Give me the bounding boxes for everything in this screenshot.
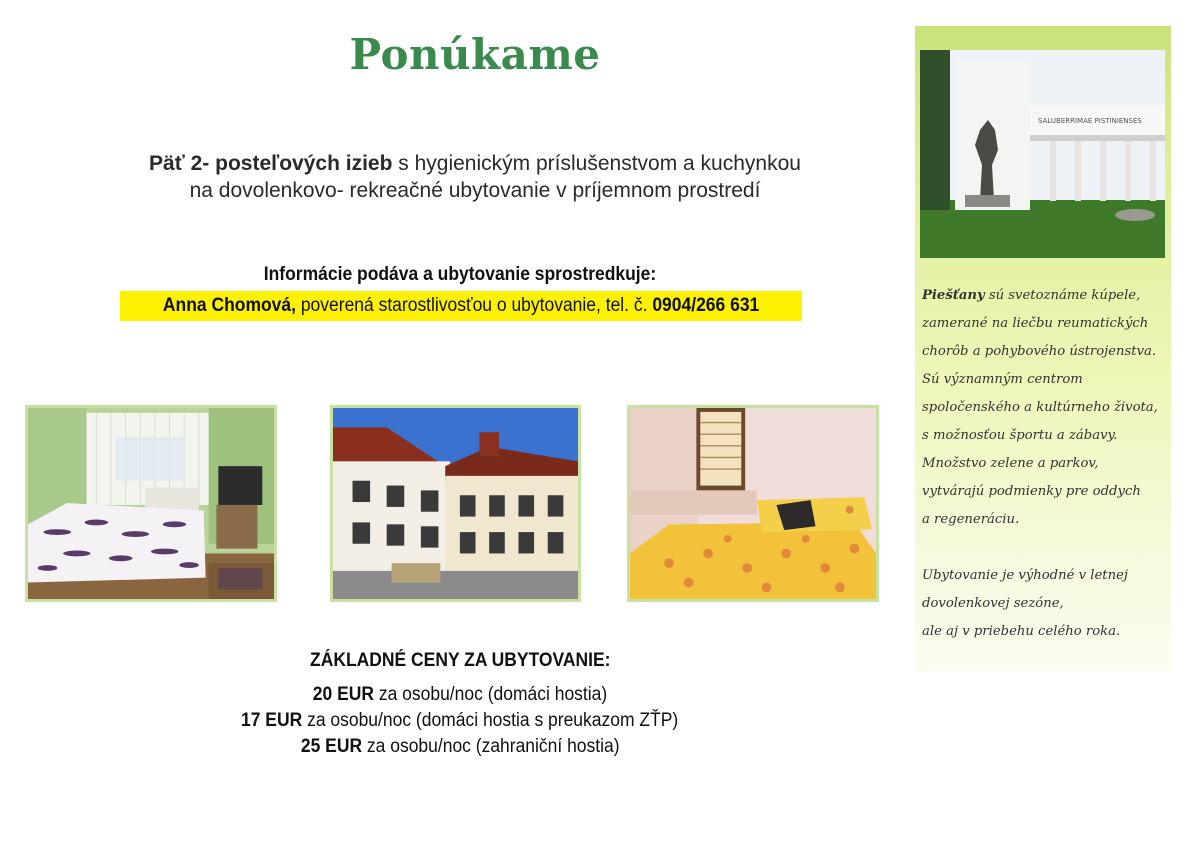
price-line-3-content (301, 736, 620, 758)
contact-role: poverená starostlivosťou o ubytovanie, tel. č. (295, 295, 653, 316)
price-line-2 (160, 710, 760, 732)
photo-spa-colonnade (920, 50, 1165, 258)
bedroom-green-image (28, 408, 274, 599)
sidebar-line-8: vytvárajú podmienky pre oddych (922, 484, 1141, 499)
intro-bold: Päť 2- posteľových izieb (149, 152, 393, 175)
building-image (333, 408, 578, 599)
contact-line (163, 291, 759, 321)
intro-text (90, 150, 860, 204)
contact-phone: 0904/266 631 (652, 295, 760, 316)
sidebar-line-1 (922, 282, 1167, 310)
intro-line-1 (90, 150, 860, 177)
contact-highlight (120, 291, 802, 321)
bedroom-yellow-image (630, 408, 876, 599)
sidebar-line-5: spoločenského a kultúrneho života, (922, 400, 1158, 415)
colonnade-sign: SALUBERRIMAE PISTINIENSES (1038, 117, 1142, 125)
sidebar-line-12: ale aj v priebehu celého roka. (922, 624, 1121, 639)
spa-colonnade-image (920, 50, 1165, 258)
sidebar-panel (915, 26, 1171, 671)
price-amount-2: 17 EUR (241, 710, 303, 731)
contact-title: Informácie podáva a ubytovanie sprostredkuje: (263, 264, 657, 285)
price-text-2: za osobu/noc (domáci hostia s preukazom ZŤP) (302, 710, 679, 731)
sidebar-line-7: Množstvo zelene a parkov, (922, 456, 1099, 471)
sidebar-line-9: a regeneráciu. (922, 512, 1020, 527)
page-title: Ponúkame (349, 30, 601, 79)
sidebar-line-4: Sú významným centrom (922, 372, 1083, 387)
price-text-3: za osobu/noc (zahraniční hostia) (361, 736, 620, 757)
prices-title (160, 650, 760, 672)
sidebar-line-10: Ubytovanie je výhodné v letnej (922, 568, 1128, 583)
sidebar-line-1-rest: sú svetoznáme kúpele, (984, 288, 1141, 303)
price-line-3 (160, 736, 760, 758)
intro-line-2: na dovolenkovo- rekreačné ubytovanie v príjemnom prostredí (189, 179, 761, 202)
price-amount-3: 25 EUR (300, 736, 362, 757)
sidebar-city: Piešťany (922, 288, 985, 303)
prices-title-text: ZÁKLADNÉ CENY ZA UBYTOVANIE: (309, 650, 611, 671)
sidebar-line-11: dovolenkovej sezóne, (922, 596, 1064, 611)
contact-name: Anna Chomová, (162, 295, 296, 316)
price-text-1: za osobu/noc (domáci hostia) (374, 684, 608, 705)
photo-building (330, 405, 581, 602)
sidebar-line-3: chorôb a pohybového ústrojenstva. (922, 344, 1157, 359)
sidebar-spacer (922, 534, 1167, 562)
sidebar-line-6: s možnosťou športu a zábavy. (922, 428, 1118, 443)
photo-bedroom-green (25, 405, 277, 602)
sidebar-line-2: zamerané na liečbu reumatických (922, 316, 1149, 331)
price-line-1-content (313, 684, 607, 706)
price-amount-1: 20 EUR (312, 684, 375, 705)
photo-bedroom-yellow (627, 405, 879, 602)
price-line-1 (160, 684, 760, 706)
price-line-2-content (241, 710, 678, 732)
intro-line-1-rest: s hygienickým príslušenstvom a kuchynkou (392, 152, 801, 175)
sidebar-text (922, 282, 1167, 646)
